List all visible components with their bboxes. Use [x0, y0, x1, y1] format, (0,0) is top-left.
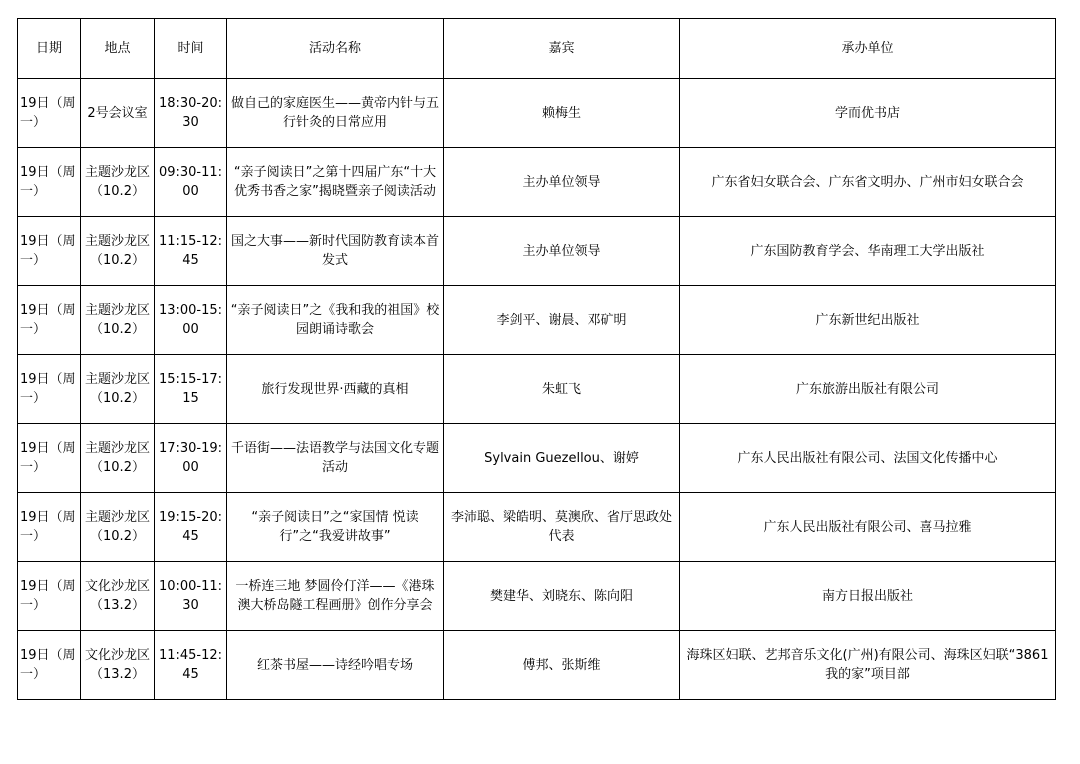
cell-guest: 赖梅生 [444, 79, 680, 148]
cell-date: 19日（周一） [18, 631, 81, 700]
header-venue: 地点 [81, 19, 155, 79]
cell-guest: 主办单位领导 [444, 217, 680, 286]
table-header-row [18, 19, 1056, 79]
cell-date: 19日（周一） [18, 493, 81, 562]
table-row [18, 217, 1056, 286]
cell-time: 13:00-15:00 [155, 286, 227, 355]
cell-date: 19日（周一） [18, 286, 81, 355]
cell-title: 国之大事——新时代国防教育读本首发式 [227, 217, 444, 286]
cell-time: 19:15-20:45 [155, 493, 227, 562]
cell-venue: 主题沙龙区（10.2） [81, 148, 155, 217]
cell-title: “亲子阅读日”之第十四届广东“十大优秀书香之家”揭晓暨亲子阅读活动 [227, 148, 444, 217]
cell-date: 19日（周一） [18, 424, 81, 493]
header-organizer: 承办单位 [680, 19, 1056, 79]
cell-date: 19日（周一） [18, 355, 81, 424]
header-date: 日期 [18, 19, 81, 79]
cell-title: 一桥连三地 梦圆伶仃洋——《港珠澳大桥岛隧工程画册》创作分享会 [227, 562, 444, 631]
cell-title: “亲子阅读日”之“家国情 悦读行”之“我爱讲故事” [227, 493, 444, 562]
cell-title: 千语街——法语教学与法国文化专题活动 [227, 424, 444, 493]
cell-venue: 主题沙龙区（10.2） [81, 217, 155, 286]
cell-time: 10:00-11:30 [155, 562, 227, 631]
event-schedule-table [17, 18, 1056, 700]
cell-title: 旅行发现世界·西藏的真相 [227, 355, 444, 424]
table-row [18, 355, 1056, 424]
header-title: 活动名称 [227, 19, 444, 79]
cell-time: 17:30-19:00 [155, 424, 227, 493]
cell-date: 19日（周一） [18, 562, 81, 631]
cell-date: 19日（周一） [18, 148, 81, 217]
cell-time: 15:15-17:15 [155, 355, 227, 424]
table-row [18, 424, 1056, 493]
table-row [18, 79, 1056, 148]
cell-guest: 李剑平、谢晨、邓矿明 [444, 286, 680, 355]
cell-organizer: 海珠区妇联、艺邦音乐文化(广州)有限公司、海珠区妇联“3861我的家”项目部 [680, 631, 1056, 700]
cell-venue: 文化沙龙区（13.2） [81, 562, 155, 631]
cell-guest: Sylvain Guezellou、谢婷 [444, 424, 680, 493]
cell-organizer: 广东新世纪出版社 [680, 286, 1056, 355]
cell-organizer: 南方日报出版社 [680, 562, 1056, 631]
cell-time: 11:15-12:45 [155, 217, 227, 286]
cell-venue: 2号会议室 [81, 79, 155, 148]
cell-organizer: 广东人民出版社有限公司、法国文化传播中心 [680, 424, 1056, 493]
cell-venue: 主题沙龙区（10.2） [81, 424, 155, 493]
table-row [18, 148, 1056, 217]
cell-venue: 主题沙龙区（10.2） [81, 493, 155, 562]
table-row [18, 631, 1056, 700]
cell-time: 09:30-11:00 [155, 148, 227, 217]
table-row [18, 562, 1056, 631]
cell-title: “亲子阅读日”之《我和我的祖国》校园朗诵诗歌会 [227, 286, 444, 355]
cell-guest: 傅邦、张斯维 [444, 631, 680, 700]
cell-organizer: 广东旅游出版社有限公司 [680, 355, 1056, 424]
cell-guest: 朱虹飞 [444, 355, 680, 424]
cell-organizer: 广东人民出版社有限公司、喜马拉雅 [680, 493, 1056, 562]
cell-title: 做自己的家庭医生——黄帝内针与五行针灸的日常应用 [227, 79, 444, 148]
header-guest: 嘉宾 [444, 19, 680, 79]
cell-time: 11:45-12:45 [155, 631, 227, 700]
cell-venue: 主题沙龙区（10.2） [81, 355, 155, 424]
cell-venue: 主题沙龙区（10.2） [81, 286, 155, 355]
cell-title: 红茶书屋——诗经吟唱专场 [227, 631, 444, 700]
cell-date: 19日（周一） [18, 79, 81, 148]
cell-organizer: 广东省妇女联合会、广东省文明办、广州市妇女联合会 [680, 148, 1056, 217]
header-time: 时间 [155, 19, 227, 79]
cell-guest: 主办单位领导 [444, 148, 680, 217]
cell-time: 18:30-20:30 [155, 79, 227, 148]
cell-guest: 李沛聪、梁皓明、莫澳欣、省厅思政处代表 [444, 493, 680, 562]
cell-venue: 文化沙龙区（13.2） [81, 631, 155, 700]
cell-guest: 樊建华、刘晓东、陈向阳 [444, 562, 680, 631]
cell-organizer: 广东国防教育学会、华南理工大学出版社 [680, 217, 1056, 286]
table-row [18, 493, 1056, 562]
table-row [18, 286, 1056, 355]
cell-organizer: 学而优书店 [680, 79, 1056, 148]
cell-date: 19日（周一） [18, 217, 81, 286]
